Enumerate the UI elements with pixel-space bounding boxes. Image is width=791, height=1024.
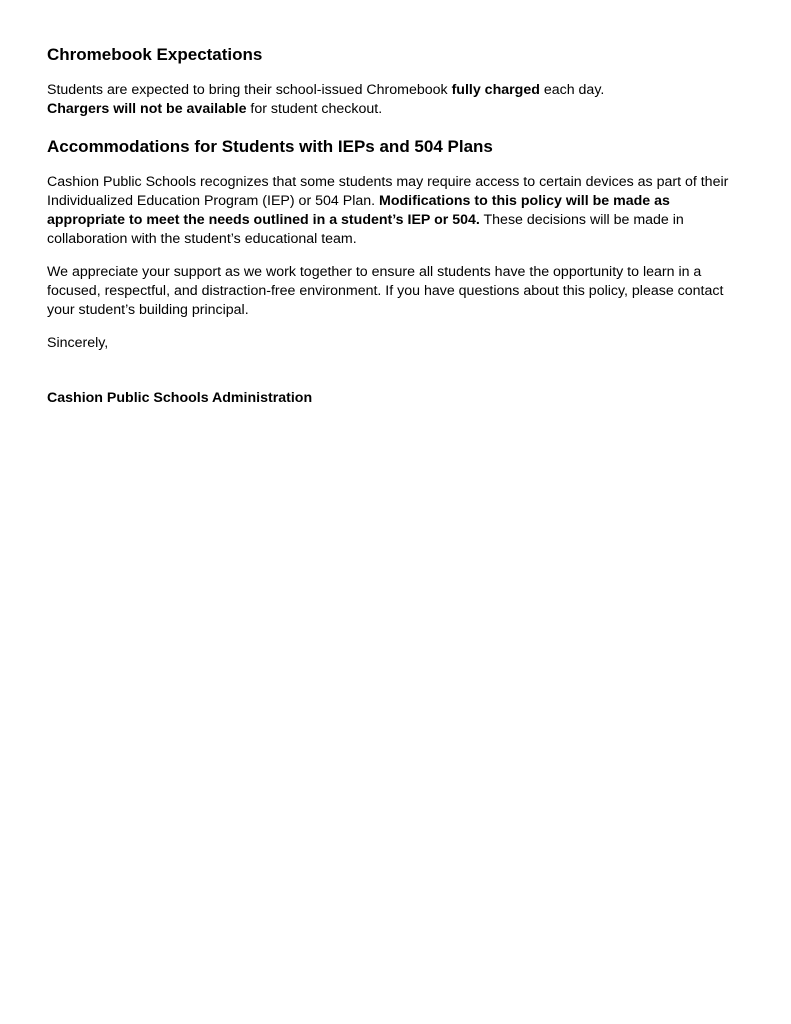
modifications-emphasis: Modifications to this policy will be made as appropriate to meet the needs outlined in a student’s IEP or 504. (47, 193, 670, 228)
chargers-emphasis: Chargers will not be available (47, 100, 247, 117)
chromebook-text: Students are expected to bring their school-issued Chromebook (47, 82, 452, 98)
chargers-text: for student checkout. (246, 100, 383, 117)
chromebook-paragraph (47, 81, 747, 118)
appreciation-paragraph: We appreciate your support as we work together to ensure all students have the opportunity to learn in a focused, respectful, and distraction-free environment. If you have questions about this policy, please contact your student’s building principal. (47, 264, 724, 318)
chromebook-text-end: each day. (539, 82, 605, 98)
fully-charged-emphasis: fully charged (451, 82, 540, 98)
signature-text: Cashion Public Schools Administration (47, 390, 313, 407)
document-page (47, 44, 747, 408)
chromebook-heading: Chromebook Expectations (47, 45, 263, 64)
sign-off: Sincerely, (47, 335, 109, 352)
accommodations-text: Cashion Public Schools recognizes that some students may require access to certain devices as part of their Individualized Education Program (IEP) or 504 Plan. (47, 174, 729, 210)
accommodations-text-end: These decisions will be made in collaboration with the student’s educational team. (47, 211, 684, 247)
signature (47, 389, 747, 408)
accommodations-heading: Accommodations for Students with IEPs and 504 Plans (47, 137, 493, 157)
accommodations-paragraph (47, 173, 747, 248)
